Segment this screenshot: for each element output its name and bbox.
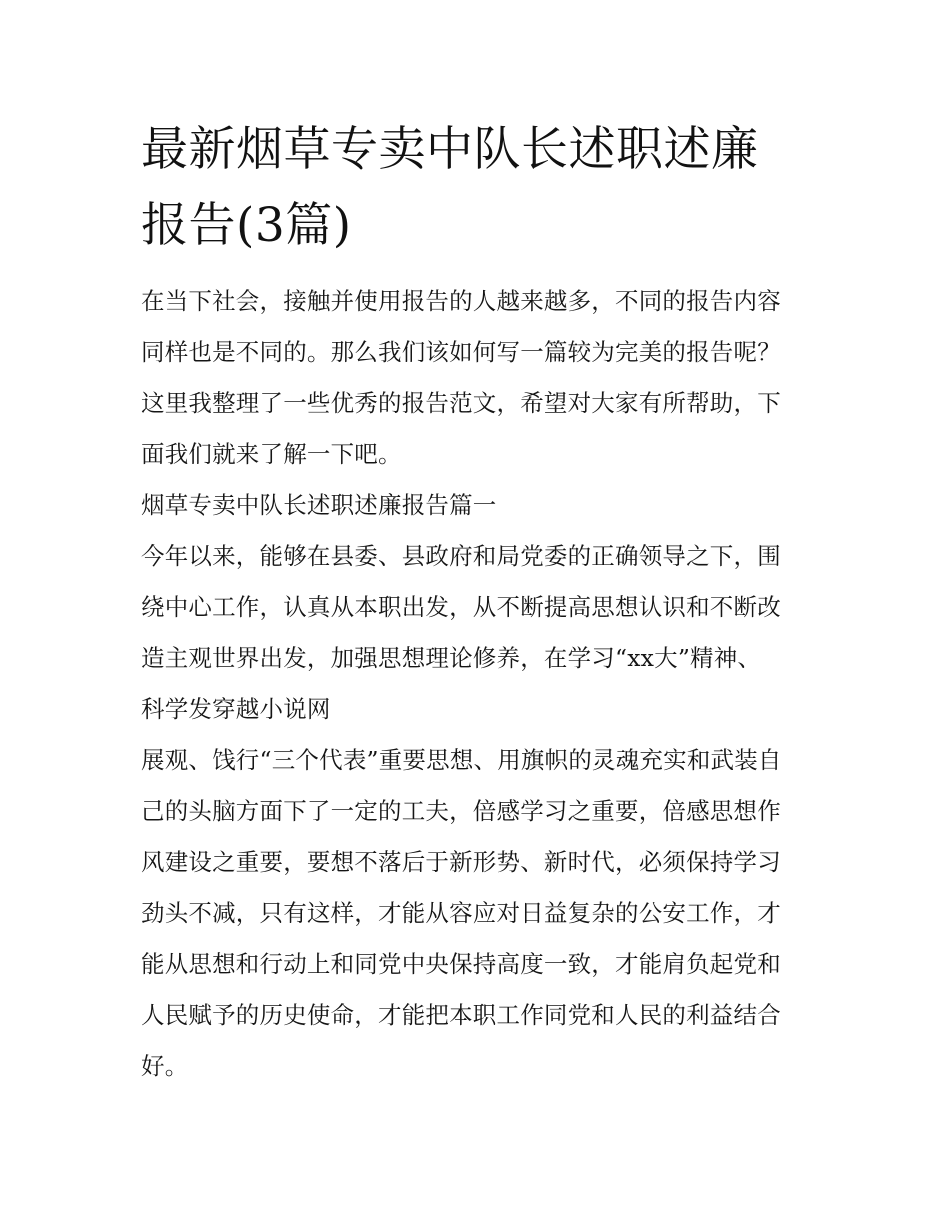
intro-line: 在当下社会，接触并使用报告的人越来越多，不同的报告内容 [141, 287, 781, 315]
intro-line: 这里我整理了一些优秀的报告范文，希望对大家有所帮助，下 [141, 389, 781, 417]
document-title [141, 112, 816, 264]
title-line-2: 报告(3篇) [141, 198, 352, 253]
section-heading: 烟草专卖中队长述职述廉报告篇一 [141, 491, 497, 519]
intro-line: 同样也是不同的。那么我们该如何写一篇较为完美的报告呢？ [141, 338, 781, 366]
document-content [141, 112, 816, 1092]
section-line: 风建设之重要，要想不落后于新形势、新时代，必须保持学习 [141, 848, 781, 876]
title-line-1: 最新烟草专卖中队长述职述廉 [141, 122, 759, 177]
section-line: 己的头脑方面下了一定的工夫，倍感学习之重要，倍感思想作 [141, 797, 781, 825]
section-line: 今年以来，能够在县委、县政府和局党委的正确领导之下，围 [141, 542, 781, 570]
section-line: 能从思想和行动上和同党中央保持高度一致，才能肩负起党和 [141, 950, 781, 978]
section-line: 人民赋予的历史使命，才能把本职工作同党和人民的利益结合 [141, 1001, 781, 1029]
section-line: 造主观世界出发，加强思想理论修养，在学习“xx大”精神、 [141, 644, 762, 672]
document-body [141, 276, 816, 1092]
section-line: 绕中心工作，认真从本职出发，从不断提高思想认识和不断改 [141, 593, 781, 621]
section-line: 劲头不减，只有这样，才能从容应对日益复杂的公安工作，才 [141, 899, 781, 927]
section-line: 科学发穿越小说网 [141, 695, 331, 723]
intro-line: 面我们就来了解一下吧。 [141, 440, 402, 468]
section-line: 好。 [141, 1052, 189, 1080]
section-line: 展观、饯行“三个代表”重要思想、用旗帜的灵魂充实和武装自 [141, 746, 782, 774]
